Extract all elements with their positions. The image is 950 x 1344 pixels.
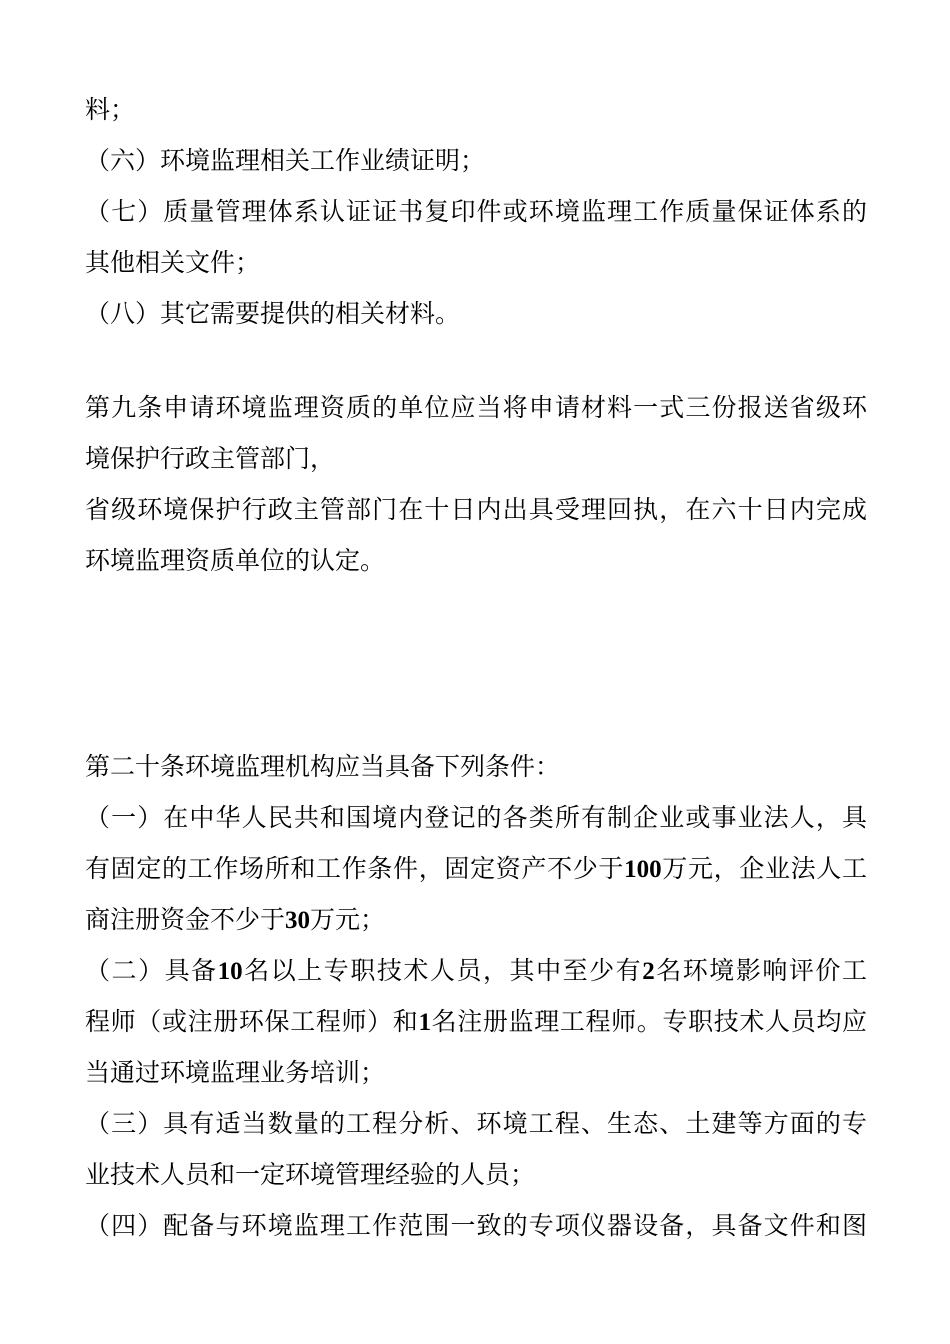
paragraph-line: （三）具有适当数量的工程分析、环境工程、生态、土建等方面的专	[85, 1109, 867, 1138]
paragraph-line: （一）在中华人民共和国境内登记的各类所有制企业或事业法人，具	[85, 803, 867, 832]
text-run: 万元，企业法人工	[661, 854, 867, 883]
article-20-section	[85, 741, 867, 1251]
paragraph-line: （六）环境监理相关工作业绩证明；	[85, 146, 486, 175]
number-value: 1	[418, 1009, 431, 1036]
paragraph-line: 境保护行政主管部门，	[85, 444, 336, 473]
text-run: 名以上专职技术人员，其中至少有	[242, 956, 643, 985]
text-run: 名环境影响评价工	[654, 956, 867, 985]
paragraph-line: （八）其它需要提供的相关材料。	[85, 299, 461, 328]
paragraph-line: 其他相关文件；	[85, 248, 261, 277]
text-run: 程师（或注册环保工程师）和	[85, 1007, 419, 1036]
text-run: 商注册资金不少于	[85, 905, 286, 934]
text-run: 有固定的工作场所和工作条件，固定资产不少于	[85, 854, 625, 883]
text-run: 名注册监理工程师。专职技术人员均应	[430, 1007, 867, 1036]
paragraph-line	[85, 996, 867, 1047]
section-gap	[85, 339, 867, 382]
text-run: 万元；	[310, 905, 386, 934]
document-body	[85, 84, 867, 1251]
number-value: 30	[285, 907, 311, 934]
paragraph-line	[85, 843, 867, 894]
paragraph-line: 环境监理资质单位的认定。	[85, 546, 386, 575]
paragraph-line: 第九条申请环境监理资质的单位应当将申请材料一式三份报送省级环	[85, 393, 867, 422]
article-9-section	[85, 382, 867, 586]
paragraph-line	[85, 945, 867, 996]
number-value: 100	[624, 856, 662, 883]
number-value: 10	[217, 958, 243, 985]
paragraph-line: 料；	[85, 95, 136, 124]
article-heading: 第二十条环境监理机构应当具备下列条件：	[85, 752, 561, 781]
paragraph-line	[85, 894, 867, 945]
section-gap	[85, 586, 867, 741]
text-run: （二）具备	[85, 956, 218, 985]
paragraph-line: 业技术人员和一定环境管理经验的人员；	[85, 1160, 536, 1189]
number-value: 2	[642, 958, 655, 985]
paragraph-line: 当通过环境监理业务培训；	[85, 1058, 386, 1087]
materials-list-section	[85, 84, 867, 339]
paragraph-line: （七）质量管理体系认证证书复印件或环境监理工作质量保证体系的	[85, 197, 867, 226]
paragraph-line: （四）配备与环境监理工作范围一致的专项仪器设备，具备文件和图	[85, 1211, 867, 1240]
paragraph-line: 省级环境保护行政主管部门在十日内出具受理回执，在六十日内完成	[85, 495, 867, 524]
